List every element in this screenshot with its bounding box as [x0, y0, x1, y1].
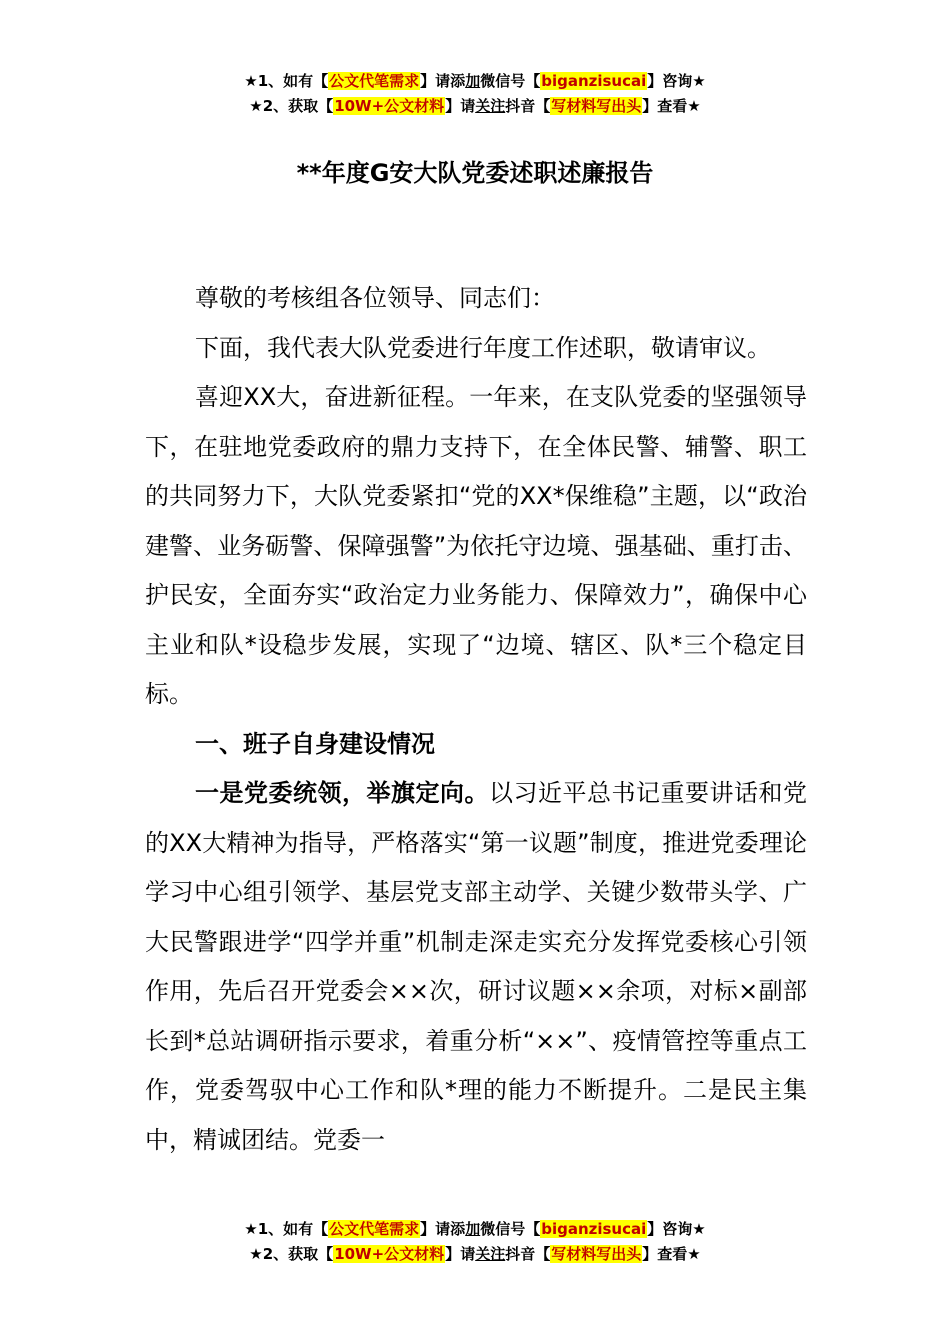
- ad-text: 】请: [445, 1245, 476, 1263]
- ad-highlight: 写材料写出头: [551, 1245, 642, 1263]
- ad-text: 】请添: [420, 72, 466, 90]
- paragraph-lead: 一是党委统领，举旗定向。: [195, 779, 489, 807]
- ad-highlight: biganzisucai: [541, 1220, 647, 1238]
- ad-underlined-text: 加: [465, 1220, 481, 1238]
- paragraph: 喜迎XX大，奋进新征程。一年来，在支队党委的坚强领导下，在驻地党委政府的鼎力支持下，在全体民警、辅警、职工的共同努力下，大队党委紧扣“党的XX*保维稳”主题，以“政治建警、业务砺警、保障强警”为依托守边境、强基础、重打击、护民安，全面夯实“政治定力业务能力、保障效力”，确保中心主业和队*设稳步发展，实现了“边境、辖区、队*三个稳定目标。: [145, 383, 807, 708]
- ad-line-1: [0, 69, 950, 94]
- ad-text: 】查看★: [642, 97, 701, 115]
- ad-highlight: biganzisucai: [541, 72, 647, 90]
- ad-text: ★1、如有【: [244, 1220, 329, 1238]
- ad-highlight: 10W+公文材料: [334, 97, 445, 115]
- ad-highlight: 写材料写出头: [551, 97, 642, 115]
- ad-text: 】查看★: [642, 1245, 701, 1263]
- salutation: 尊敬的考核组各位领导、同志们：: [195, 284, 555, 312]
- ad-text: 抖音【: [505, 1245, 551, 1263]
- ad-line-1: [0, 1217, 950, 1242]
- ad-text: 】请: [445, 97, 476, 115]
- ad-text: 】请添: [420, 1220, 466, 1238]
- ad-text: 微信号【: [480, 1220, 541, 1238]
- ad-highlight: 10W+公文材料: [334, 1245, 445, 1263]
- ad-text: 抖音【: [505, 97, 551, 115]
- ad-text: ★2、获取【: [249, 97, 334, 115]
- ad-underlined-text: 关注: [475, 97, 506, 115]
- ad-text: 】咨询★: [647, 72, 706, 90]
- ad-banner-top: [0, 69, 950, 119]
- ad-highlight: 公文代笔需求: [329, 1220, 420, 1238]
- paragraph: [145, 769, 807, 1165]
- ad-highlight: 公文代笔需求: [329, 72, 420, 90]
- ad-text: ★2、获取【: [249, 1245, 334, 1263]
- ad-text: ★1、如有【: [244, 72, 329, 90]
- ad-banner-bottom: [0, 1217, 950, 1267]
- paragraph-body: 以习近平总书记重要讲话和党的XX大精神为指导，严格落实“第一议题”制度，推进党委理论学习中心组引领学、基层党支部主动学、关键少数带头学、广大民警跟进学“四学并重”机制走深走实充分发挥党委核心引领作用，先后召开党委会××次，研讨议题××余项，对标×副部长到*总站调研指示要求，着重分析“××”、疫情管控等重点工作，党委驾驭中心工作和队*理的能力不断提升。二是民主集中，精诚团结。党委一: [145, 779, 807, 1154]
- ad-line-2: [0, 94, 950, 119]
- ad-text: 】咨询★: [647, 1220, 706, 1238]
- document-body: [145, 274, 807, 1165]
- ad-underlined-text: 加: [465, 72, 481, 90]
- paragraph: 下面，我代表大队党委进行年度工作述职，敬请审议。: [195, 333, 771, 362]
- document-title: **年度G安大队党委述职述廉报告: [296, 159, 654, 187]
- ad-underlined-text: 关注: [475, 1245, 506, 1263]
- section-heading: 一、班子自身建设情况: [195, 729, 435, 758]
- ad-line-2: [0, 1242, 950, 1267]
- ad-text: 微信号【: [480, 72, 541, 90]
